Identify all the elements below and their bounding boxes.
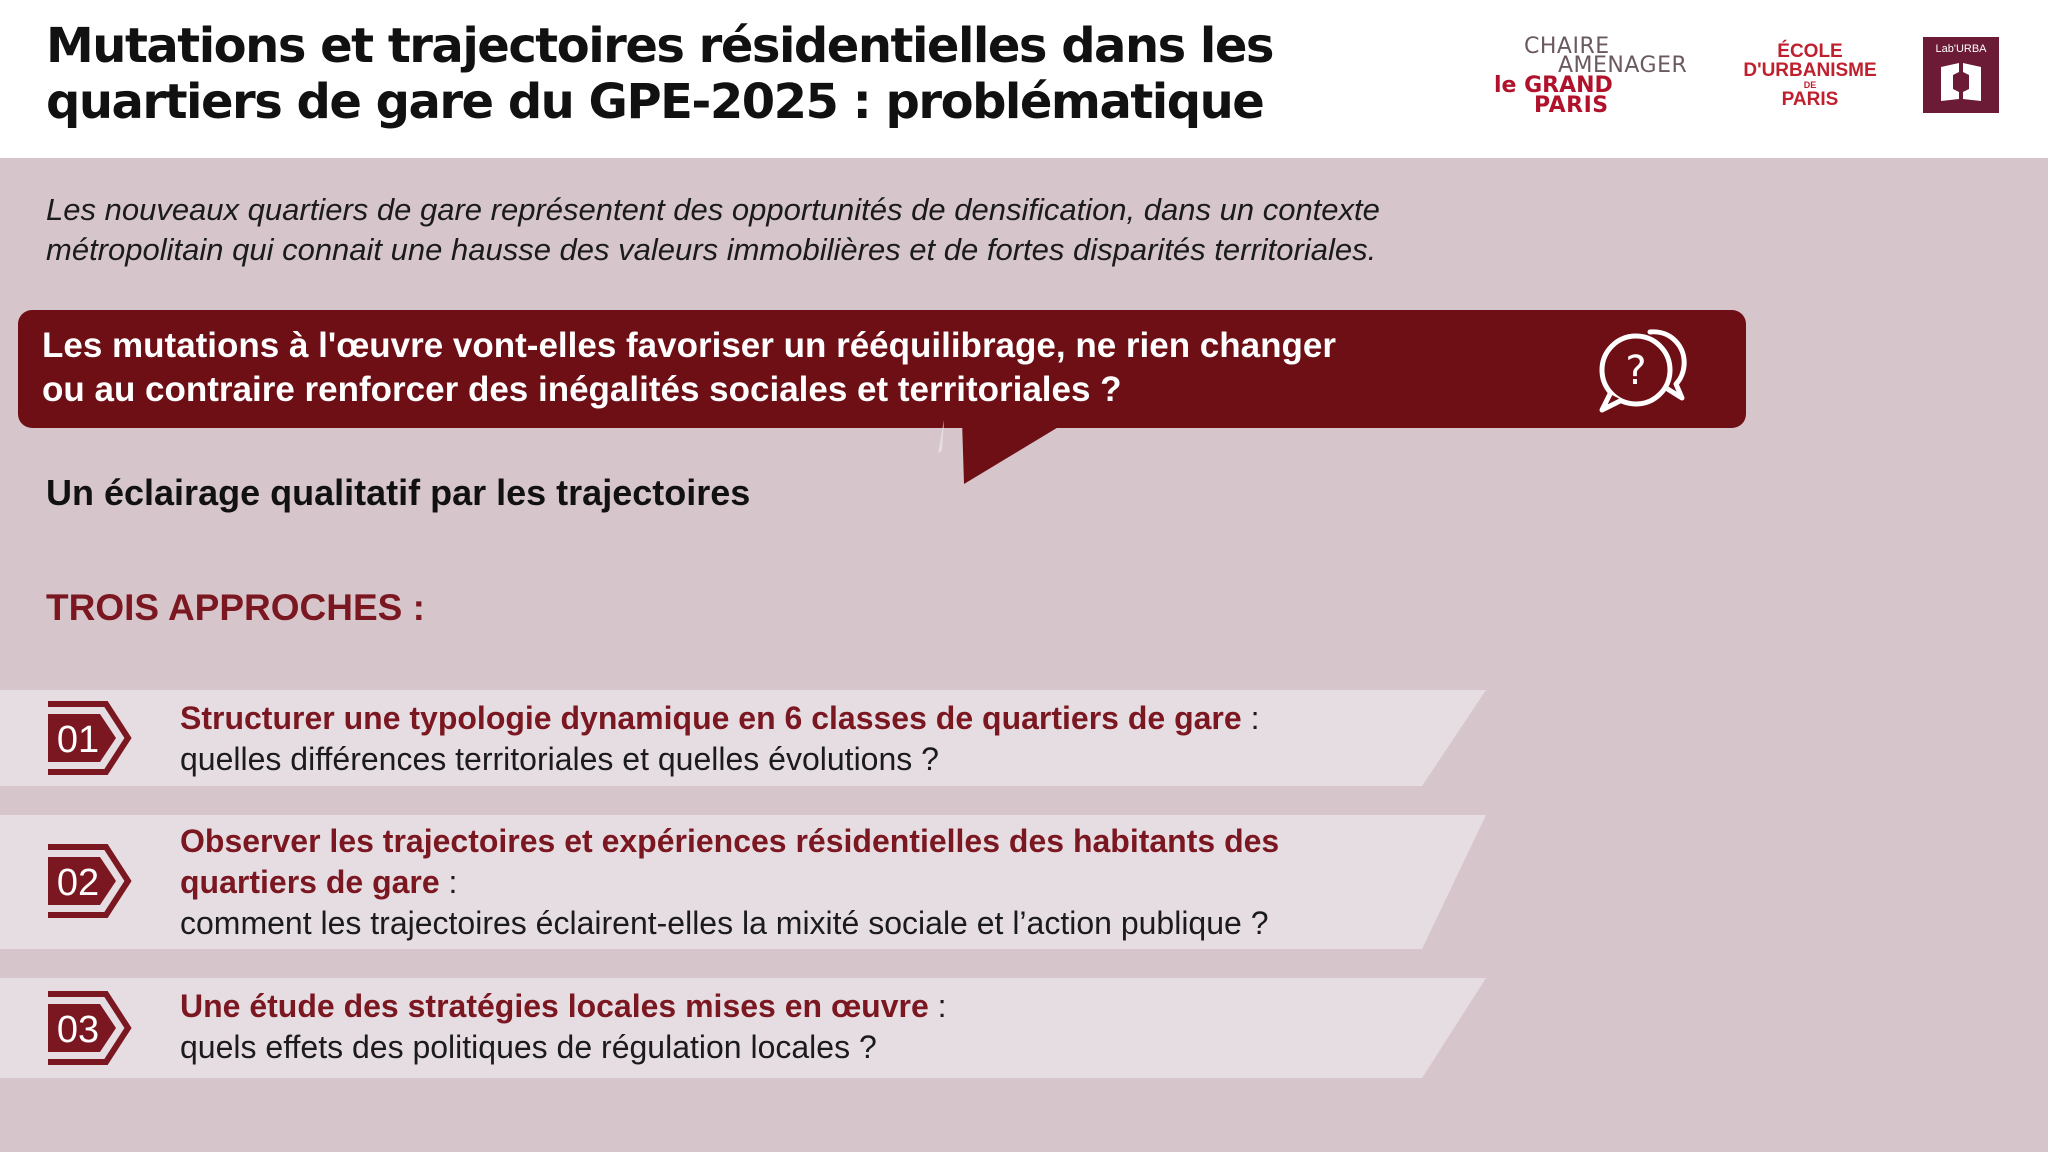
chaire-logo-line4: PARIS xyxy=(1534,93,1609,118)
approach-02 xyxy=(180,821,1420,944)
header xyxy=(0,0,2048,158)
chevron-number-badge-icon xyxy=(44,700,134,776)
approach-number-02: 02 xyxy=(56,862,100,904)
eup-logo-line1: ÉCOLE xyxy=(1777,41,1843,62)
approach-02-body: comment les trajectoires éclairent-elles la mixité sociale et l’action publique ? xyxy=(180,905,1269,941)
approaches-title: TROIS APPROCHES : xyxy=(46,587,425,628)
approach-02-heading-suffix: : xyxy=(439,864,458,900)
approach-03-body: quels effets des politiques de régulation locales ? xyxy=(180,1029,877,1065)
eup-logo-line2: D'URBANISME xyxy=(1743,60,1877,81)
research-question-line2: ou au contraire renforcer des inégalités sociales et territoriales ? xyxy=(42,370,1122,409)
question-bubble xyxy=(18,310,1746,428)
approach-01-heading-line xyxy=(180,698,1420,739)
svg-text:?: ? xyxy=(1625,348,1647,394)
approach-03 xyxy=(180,986,1420,1068)
approach-03-heading-line xyxy=(180,986,1420,1027)
chaire-logo-line1: CHAIRE xyxy=(1524,34,1610,59)
intro-line1: Les nouveaux quartiers de gare représentent des opportunités de densification, dans un contexte xyxy=(46,192,1380,227)
approach-number-01: 01 xyxy=(56,719,100,761)
research-question-line1: Les mutations à l'œuvre vont-elles favoriser un rééquilibrage, ne rien changer xyxy=(42,326,1336,365)
lab-urba-label: Lab'URBA xyxy=(1935,43,1987,55)
subtitle: Un éclairage qualitatif par les trajectoires xyxy=(46,472,751,513)
research-question xyxy=(42,324,1582,412)
chevron-number-badge-icon xyxy=(44,990,134,1066)
page-title xyxy=(46,18,1426,130)
eup-logo-line3: DE xyxy=(1803,80,1817,90)
approach-01-body: quelles différences territoriales et quelles évolutions ? xyxy=(180,741,939,777)
approach-02-heading-line2-wrap xyxy=(180,862,1420,903)
approach-01 xyxy=(180,698,1420,780)
approach-02-heading-line2: quartiers de gare xyxy=(180,864,440,900)
chaire-amenager-logo xyxy=(1490,34,1705,120)
lab-urba-logo xyxy=(1923,37,1999,113)
chaire-logo-line3: le GRAND xyxy=(1494,73,1613,98)
chaire-logo-line2: AMENAGER xyxy=(1558,53,1688,78)
question-bubble-icon xyxy=(1592,320,1692,416)
approach-number-03: 03 xyxy=(56,1009,100,1051)
ecole-urbanisme-paris-logo xyxy=(1735,42,1885,122)
approach-03-heading-suffix: : xyxy=(928,988,947,1024)
approach-03-heading: Une étude des stratégies locales mises en œuvre xyxy=(180,988,929,1024)
approach-01-heading: Structurer une typologie dynamique en 6 classes de quartiers de gare xyxy=(180,700,1242,736)
intro-text xyxy=(46,190,1606,270)
approach-02-heading-line1: Observer les trajectoires et expériences résidentielles des habitants des xyxy=(180,823,1280,859)
page-title-line1: Mutations et trajectoires résidentielles dans les xyxy=(46,18,1273,74)
chevron-number-badge-icon xyxy=(44,843,134,919)
approach-01-heading-suffix: : xyxy=(1241,700,1260,736)
lab-urba-book-icon xyxy=(1939,61,1983,103)
page-title-line2: quartiers de gare du GPE-2025 : problématique xyxy=(46,74,1264,130)
eup-logo-line4: PARIS xyxy=(1781,89,1839,110)
intro-line2: métropolitain qui connait une hausse des valeurs immobilières et de fortes disparités territoriales. xyxy=(46,232,1377,267)
bubble-tail xyxy=(930,420,1070,486)
